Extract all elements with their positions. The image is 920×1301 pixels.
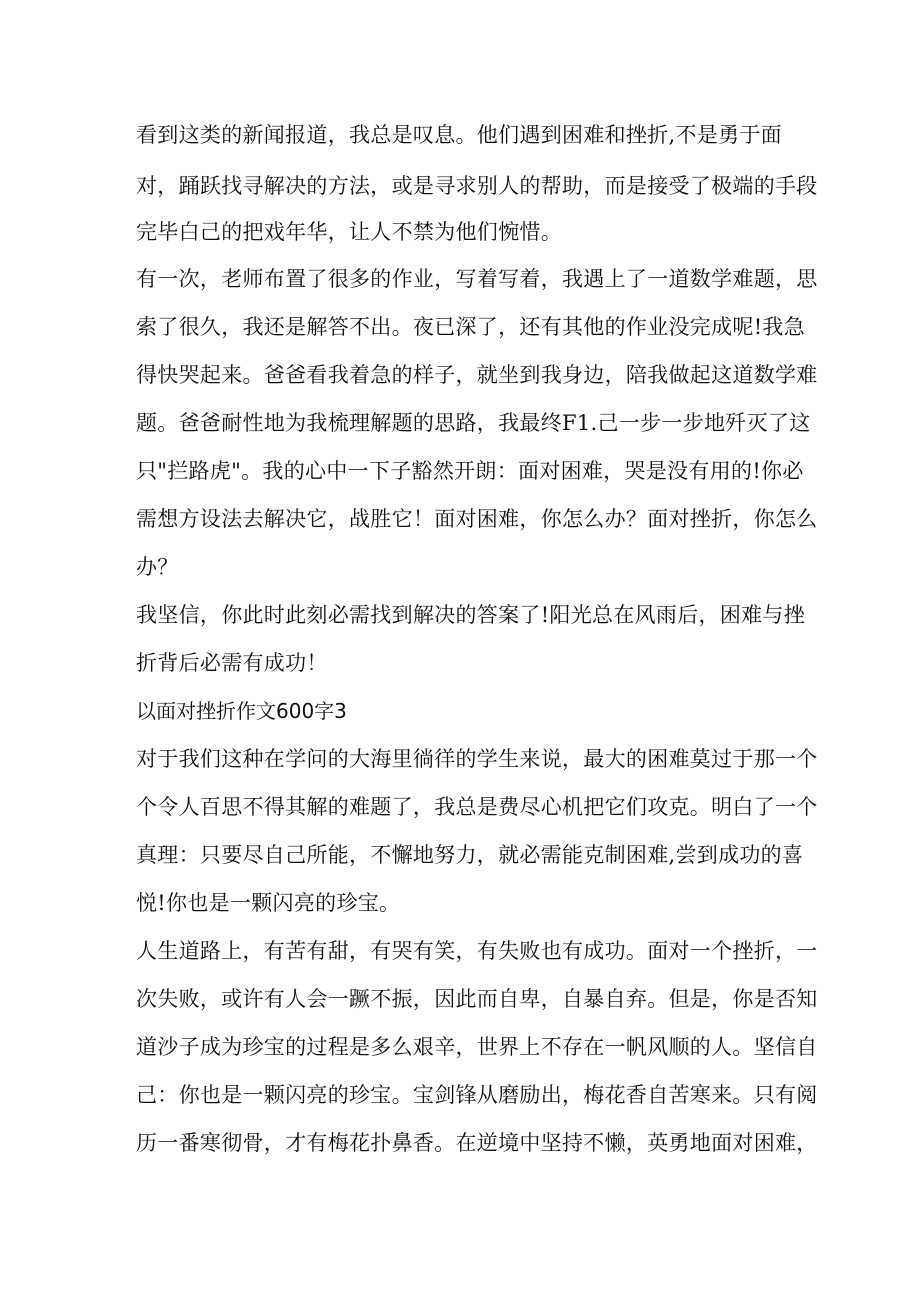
section-heading: 以面对挫折作文600字3	[136, 699, 347, 723]
text-line: 得快哭起来。爸爸看我着急的样子，就坐到我身边，陪我做起这道数学难	[136, 363, 818, 387]
text-line: 次失败，或许有人会一蹶不振，因此而自卑，自暴自弃。但是，你是否知	[136, 987, 818, 1011]
text-line: 只"拦路虎"。我的心中一下子豁然开朗：面对困难，哭是没有用的!你必	[136, 459, 804, 483]
text-line: 我坚信，你此时此刻必需找到解决的答案了!阳光总在风雨后，困难与挫	[136, 603, 806, 627]
text-line: 需想方设法去解决它，战胜它！面对困难，你怎么办？面对挫折，你怎么	[136, 507, 818, 531]
text-line: 真理：只要尽自己所能，不懈地努力，就必需能克制困难,尝到成功的喜	[136, 843, 804, 867]
text-line: 完毕白己的把戏年华，让人不禁为他们惋惜。	[136, 220, 562, 244]
text-line: 个令人百思不得其解的难题了，我总是费尽心机把它们攻克。明白了一个	[136, 795, 818, 819]
text-line: 历一番寒彻骨，才有梅花扑鼻香。在逆境中坚持不懒，英勇地面对困难，	[136, 1131, 818, 1155]
text-line: 对，踊跃找寻解决的方法，或是寻求别人的帮助，而是接受了极端的手段	[136, 174, 818, 198]
text-line: 题。爸爸耐性地为我梳理解题的思路，我最终F1.己一步一步地歼灭了这	[136, 411, 811, 435]
text-line: 索了很久，我还是解答不出。夜已深了，还有其他的作业没完成呢!我急	[136, 315, 806, 339]
text-line: 对于我们这种在学问的大海里徜徉的学生来说，最大的困难莫过于那一个	[136, 747, 818, 771]
text-line: 道沙子成为珍宝的过程是多么艰辛，世界上不存在一帆风顺的人。坚信自	[136, 1035, 818, 1059]
text-line: 人生道路上，有苦有甜，有哭有笑，有失败也有成功。面对一个挫折，一	[136, 939, 818, 963]
text-line: 悦!你也是一颗闪亮的珍宝。	[136, 891, 401, 915]
text-line: 有一次，老师布置了很多的作业，写着写着，我遇上了一道数学难题，思	[136, 267, 818, 291]
text-line: 办？	[136, 555, 179, 579]
text-line: 折背后必需有成功！	[136, 651, 328, 675]
text-line: 己：你也是一颗闪亮的珍宝。宝剑锋从磨励出，梅花香自苦寒来。只有阅	[136, 1083, 818, 1107]
text-line: 看到这类的新闻报道，我总是叹息。他们遇到困难和挫折,不是勇于面	[136, 123, 782, 147]
